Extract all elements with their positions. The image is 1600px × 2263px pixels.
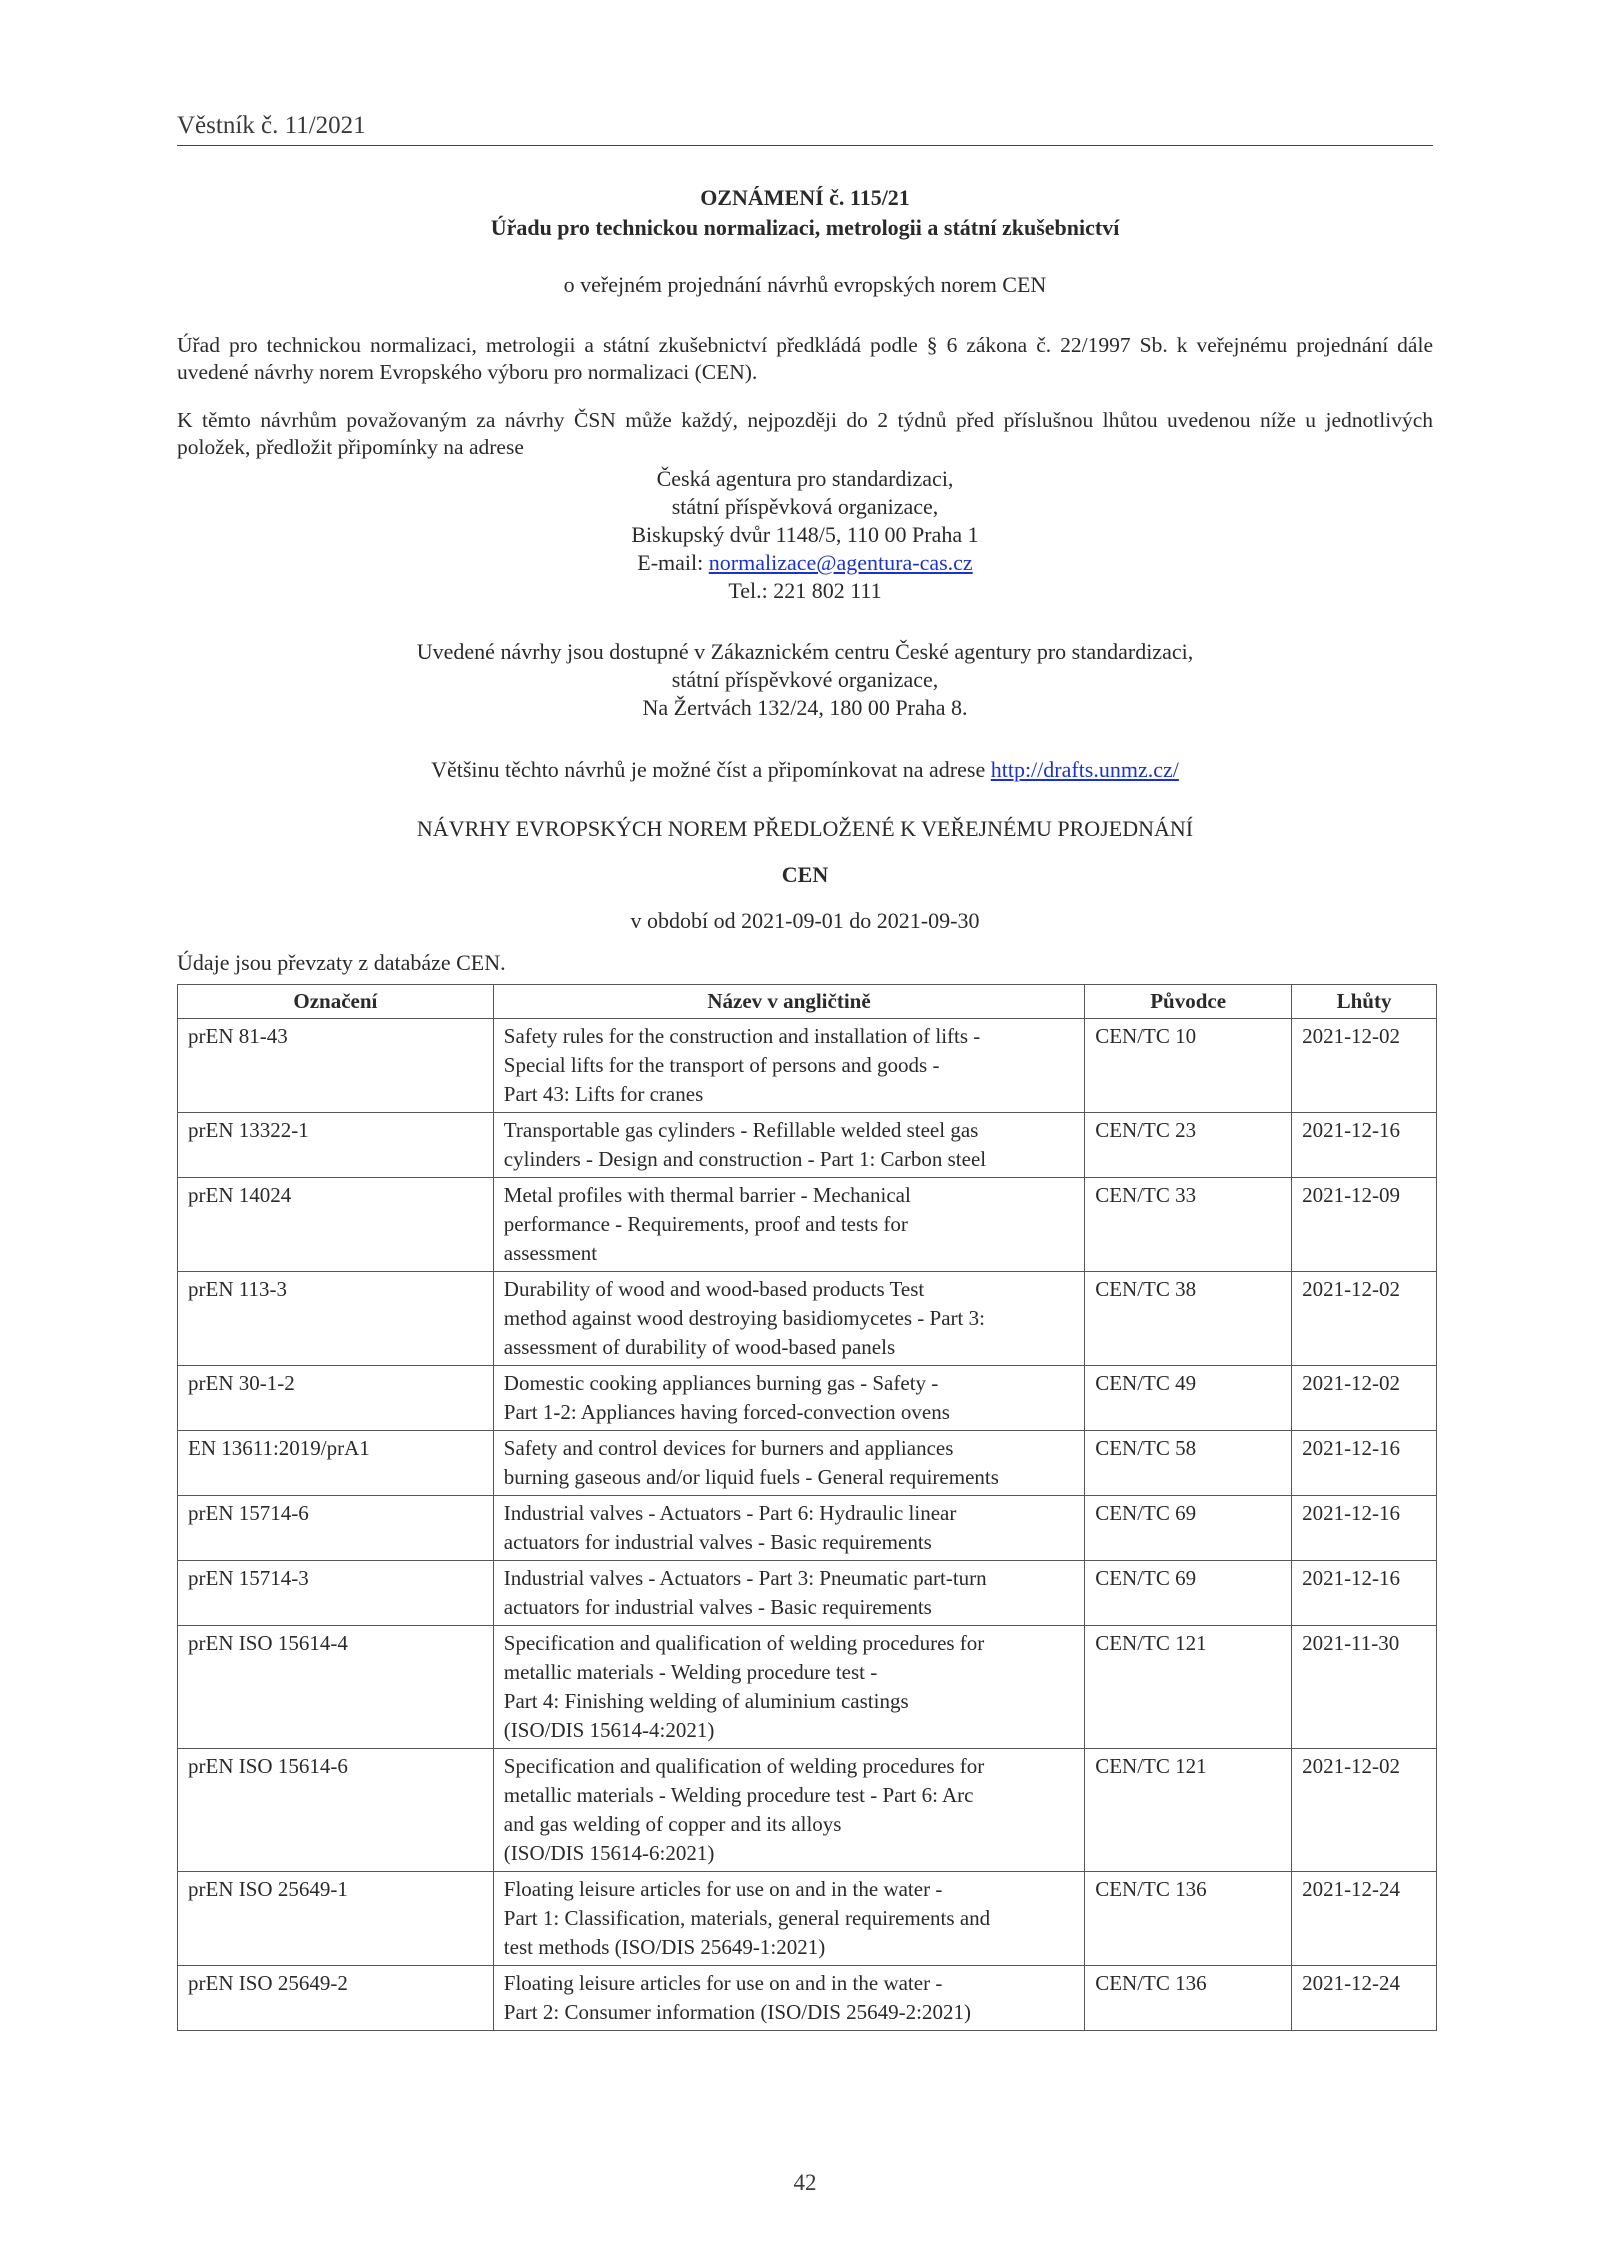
title-line: (ISO/DIS 15614-4:2021) [503,1718,715,1742]
availability-block [177,638,1433,722]
address-block [177,465,1433,605]
address-line: Česká agentura pro standardizaci, [656,466,954,491]
cell-deadline: 2021-12-16 [1292,1431,1437,1496]
cell-origin: CEN/TC 23 [1085,1113,1292,1178]
title-line: Safety and control devices for burners and appliances [503,1436,954,1460]
table-row [178,1272,1437,1366]
cell-title [493,1496,1084,1561]
cell-origin: CEN/TC 121 [1085,1626,1292,1749]
title-line: Floating leisure articles for use on and in the water - [503,1971,943,1995]
cell-origin: CEN/TC 49 [1085,1366,1292,1431]
cell-deadline: 2021-12-16 [1292,1496,1437,1561]
cell-origin: CEN/TC 10 [1085,1019,1292,1113]
title-line: Special lifts for the transport of persons and goods - [503,1053,940,1077]
cell-designation: prEN ISO 15614-6 [178,1749,494,1872]
title-line: assessment of durability of wood-based panels [503,1335,896,1359]
journal-header: Věstník č. 11/2021 [177,112,366,139]
section-heading: NÁVRHY EVROPSKÝCH NOREM PŘEDLOŽENÉ K VEŘEJNÉMU PROJEDNÁNÍ [416,816,1194,841]
header-divider [177,145,1433,146]
cell-title [493,1366,1084,1431]
cell-designation: EN 13611:2019/prA1 [178,1431,494,1496]
paragraph-1: Úřad pro technickou normalizaci, metrologii a státní zkušebnictví předkládá podle § 6 zákona č. 22/1997 Sb. k veřejnému projednání dále uvedené návrhy norem Evropského výboru pro normalizaci (CEN). [177,333,1433,384]
paragraph-2: K těmto návrhům považovaným za návrhy ČSN může každý, nejpozději do 2 týdnů před příslušnou lhůtou uvedenou níže u jednotlivých položek, předložit připomínky na adrese [177,408,1433,459]
title-line: actuators for industrial valves - Basic requirements [503,1595,932,1619]
phone-line: Tel.: 221 802 111 [728,578,882,603]
cell-title [493,1626,1084,1749]
source-note: Údaje jsou převzaty z databáze CEN. [177,950,506,975]
period-text: v období od 2021-09-01 do 2021-09-30 [630,908,980,933]
table-row [178,1366,1437,1431]
title-line: Part 1: Classification, materials, general requirements and [503,1906,991,1930]
availability-line: Uvedené návrhy jsou dostupné v Zákaznickém centru České agentury pro standardizaci, [416,639,1194,664]
notice-intro: o veřejném projednání návrhů evropských norem CEN [563,272,1047,297]
title-line: metallic materials - Welding procedure test - Part 6: Arc [503,1783,974,1807]
cell-designation: prEN 14024 [178,1178,494,1272]
column-header-origin: Původce [1085,985,1292,1019]
title-line: cylinders - Design and construction - Part 1: Carbon steel [503,1147,987,1171]
title-line: Specification and qualification of welding procedures for [503,1631,985,1655]
cell-origin: CEN/TC 69 [1085,1561,1292,1626]
organization-label: CEN [781,862,829,887]
cell-origin: CEN/TC 58 [1085,1431,1292,1496]
title-line: Metal profiles with thermal barrier - Mechanical [503,1183,911,1207]
table-body [178,1019,1437,2031]
cell-deadline: 2021-12-16 [1292,1113,1437,1178]
cell-designation: prEN 81-43 [178,1019,494,1113]
cell-deadline: 2021-12-02 [1292,1749,1437,1872]
title-line: Industrial valves - Actuators - Part 6: Hydraulic linear [503,1501,957,1525]
table-row [178,1496,1437,1561]
title-line: Specification and qualification of welding procedures for [503,1754,985,1778]
title-line: test methods (ISO/DIS 25649-1:2021) [503,1935,826,1959]
title-line: burning gaseous and/or liquid fuels - General requirements [503,1465,999,1489]
cell-deadline: 2021-12-24 [1292,1872,1437,1966]
cell-designation: prEN 15714-6 [178,1496,494,1561]
title-line: Part 2: Consumer information (ISO/DIS 25649-2:2021) [503,2000,972,2024]
title-line: performance - Requirements, proof and tests for [503,1212,908,1236]
cell-deadline: 2021-12-09 [1292,1178,1437,1272]
title-line: actuators for industrial valves - Basic requirements [503,1530,932,1554]
email-label: E-mail: [637,550,709,575]
column-header-title: Název v angličtině [493,985,1084,1019]
cell-deadline: 2021-12-02 [1292,1019,1437,1113]
cell-designation: prEN 113-3 [178,1272,494,1366]
cell-designation: prEN ISO 15614-4 [178,1626,494,1749]
email-link[interactable]: normalizace@agentura-cas.cz [708,550,973,575]
title-line: method against wood destroying basidiomycetes - Part 3: [503,1306,985,1330]
table-row [178,1178,1437,1272]
table-row [178,1113,1437,1178]
cell-origin: CEN/TC 38 [1085,1272,1292,1366]
title-line: Part 4: Finishing welding of aluminium castings [503,1689,909,1713]
title-line: Domestic cooking appliances burning gas - Safety - [503,1371,939,1395]
title-line: Safety rules for the construction and installation of lifts - [503,1024,981,1048]
cell-origin: CEN/TC 121 [1085,1749,1292,1872]
notice-subtitle: Úřadu pro technickou normalizaci, metrologii a státní zkušebnictví [490,215,1120,240]
drafts-text: Většinu těchto návrhů je možné číst a připomínkovat na adrese [431,757,991,782]
cell-title [493,1178,1084,1272]
table-row [178,1749,1437,1872]
title-line: Durability of wood and wood-based products Test [503,1277,925,1301]
title-line: Floating leisure articles for use on and in the water - [503,1877,943,1901]
cell-title [493,1872,1084,1966]
title-line: Industrial valves - Actuators - Part 3: Pneumatic part-turn [503,1566,987,1590]
column-header-designation: Označení [178,985,494,1019]
notice-title: OZNÁMENÍ č. 115/21 [700,185,910,210]
availability-line: státní příspěvkové organizace, [671,667,939,692]
cell-deadline: 2021-12-16 [1292,1561,1437,1626]
table-row [178,1872,1437,1966]
title-line: and gas welding of copper and its alloys [503,1812,842,1836]
cell-deadline: 2021-12-02 [1292,1366,1437,1431]
cell-designation: prEN 13322-1 [178,1113,494,1178]
table-row [178,1966,1437,2031]
table-row [178,1626,1437,1749]
column-header-deadline: Lhůty [1292,985,1437,1019]
cell-deadline: 2021-11-30 [1292,1626,1437,1749]
address-line: státní příspěvková organizace, [671,494,939,519]
cell-title [493,1113,1084,1178]
availability-line: Na Žertvách 132/24, 180 00 Praha 8. [642,695,968,720]
title-line: (ISO/DIS 15614-6:2021) [503,1841,715,1865]
cell-title [493,1272,1084,1366]
drafts-line [177,757,1433,783]
cell-title [493,1966,1084,2031]
cell-deadline: 2021-12-02 [1292,1272,1437,1366]
cell-title [493,1749,1084,1872]
title-line: Transportable gas cylinders - Refillable welded steel gas [503,1118,979,1142]
title-line: assessment [503,1241,598,1265]
table-row [178,1561,1437,1626]
cell-title [493,1019,1084,1113]
table-row [178,1431,1437,1496]
table-row [178,1019,1437,1113]
address-line: Biskupský dvůr 1148/5, 110 00 Praha 1 [631,522,979,547]
email-line [177,549,1433,577]
cell-designation: prEN ISO 25649-2 [178,1966,494,2031]
cell-origin: CEN/TC 33 [1085,1178,1292,1272]
table-header-row [178,985,1437,1019]
cell-designation: prEN 15714-3 [178,1561,494,1626]
standards-table [177,984,1437,2031]
cell-title [493,1561,1084,1626]
cell-origin: CEN/TC 136 [1085,1872,1292,1966]
cell-title [493,1431,1084,1496]
cell-origin: CEN/TC 136 [1085,1966,1292,2031]
title-line: Part 43: Lifts for cranes [503,1082,704,1106]
cell-designation: prEN 30-1-2 [178,1366,494,1431]
title-line: Part 1-2: Appliances having forced-convection ovens [503,1400,950,1424]
cell-deadline: 2021-12-24 [1292,1966,1437,2031]
page-number: 42 [793,2170,817,2195]
cell-origin: CEN/TC 69 [1085,1496,1292,1561]
drafts-link[interactable]: http://drafts.unmz.cz/ [990,757,1179,782]
title-line: metallic materials - Welding procedure test - [503,1660,878,1684]
cell-designation: prEN ISO 25649-1 [178,1872,494,1966]
